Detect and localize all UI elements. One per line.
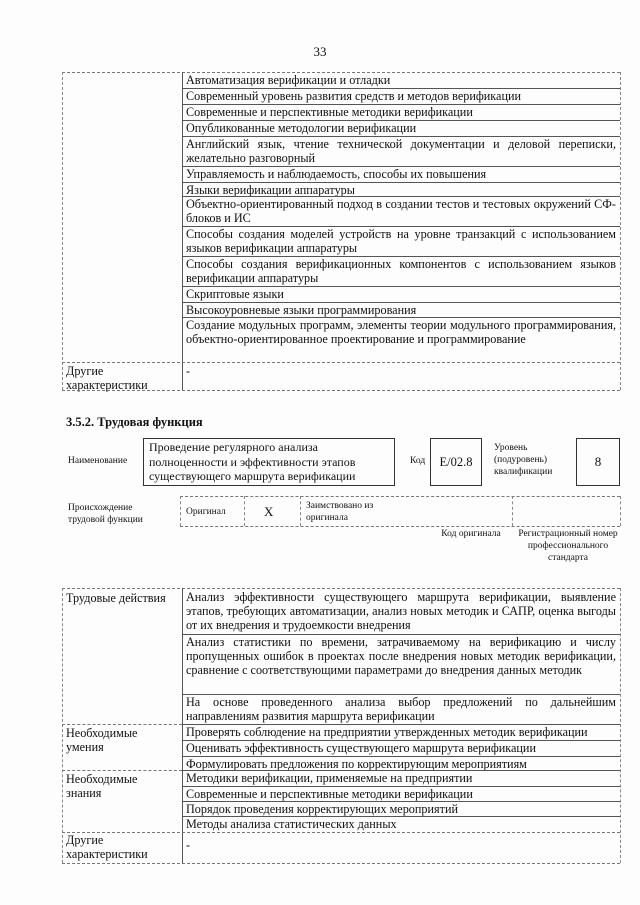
page-number: 33 [313, 44, 327, 59]
knowledge-item: Методики верификации, применяемые на предприятии [186, 771, 473, 785]
original-mark: X [264, 504, 274, 519]
knowledge-item: Английский язык, чтение технической документации и деловой переписки, желательно разговорный [186, 137, 616, 165]
knowledge-item: Способы создания моделей устройств на уровне транзакций с использованием языков верификации аппаратуры [186, 227, 616, 255]
other-characteristics-label: Другие характеристики [66, 833, 148, 861]
table-border [620, 72, 621, 390]
level-box [576, 438, 620, 486]
table-border [62, 863, 620, 864]
action-item: Анализ статистики по времени, затрачиваемому на верификацию и числу пропущенных ошибок в проектах после внедрения новых методик верификации, сравнение с соответствующими параметрами до внедрения данных методик [186, 635, 616, 677]
origin-border [180, 526, 620, 527]
knowledge-item: Опубликованные методологии верификации [186, 121, 417, 135]
function-name: Проведение регулярного анализа полноценности и эффективности этапов существующего маршрута верификации [149, 440, 356, 483]
original-label: Оригинал [186, 507, 226, 517]
knowledge-item: Методы анализа статистических данных [186, 817, 397, 831]
knowledge-item: Создание модульных программ, элементы теории модульного программирования, объектно-ориентированное проектирование и программирование [186, 318, 616, 346]
knowledge-item: Объектно-ориентированный подход в создании тестов и тестовых окружений СФ-блоков и ИС [186, 197, 616, 225]
knowledge-item: Высокоуровневые языки программирования [186, 303, 417, 317]
table-border [62, 588, 620, 589]
code-box [430, 438, 482, 486]
code-caption: Код оригинала [441, 529, 501, 539]
knowledge-item: Способы создания верификационных компонентов с использованием языков верификации аппаратуры [186, 257, 616, 285]
knowledge-item: Порядок проведения корректирующих мероприятий [186, 802, 459, 816]
level-label: Уровень (подуровень) квалификации [494, 443, 553, 477]
knowledge-item: Автоматизация верификации и отладки [186, 73, 391, 87]
borrowed-label: Заимствовано из оригинала [306, 501, 374, 523]
name-label: Наименование [68, 456, 128, 466]
action-item: Анализ эффективности существующего маршрута верификации, выявление этапов, требующих автоматизации, анализ новых методик и САПР, оценка выгоды от их внедрения и трудоемкости внедрения [186, 590, 616, 632]
column-divider [182, 588, 183, 863]
knowledge-item: Современные и перспективные методики верификации [186, 787, 473, 801]
knowledge-item: Языки верификации аппаратуры [186, 183, 355, 197]
skill-item: Формулировать предложения по корректирующим мероприятиям [186, 757, 527, 771]
actions-label: Трудовые действия [66, 591, 166, 605]
skill-item: Оценивать эффективность существующего маршрута верификации [186, 741, 536, 755]
knowledge-label: Необходимые знания [66, 772, 138, 800]
action-item: На основе проведенного анализа выбор предложений по дальнейшим направлениям развития маршрута верификации [186, 695, 616, 723]
function-code: E/02.8 [439, 455, 473, 469]
knowledge-item: Современные и перспективные методики верификации [186, 105, 473, 119]
code-label: Код [410, 456, 426, 466]
skill-item: Проверять соблюдение на предприятии утвержденных методик верификации [186, 725, 588, 739]
knowledge-item: Современный уровень развития средств и методов верификации [186, 89, 522, 103]
other-characteristics-value: - [186, 838, 191, 852]
table-border [62, 72, 63, 390]
knowledge-item: Управляемость и наблюдаемость, способы их повышения [186, 167, 487, 181]
other-characteristics-label: Другие характеристики [66, 364, 148, 392]
skills-label: Необходимые умения [66, 726, 138, 754]
name-box [143, 438, 395, 486]
regnum-caption: Регистрационный номер профессионального стандарта [518, 529, 618, 563]
origin-label: Происхождение трудовой функции [68, 503, 143, 525]
origin-border [180, 496, 620, 497]
qualification-level: 8 [594, 454, 602, 469]
row-divider [62, 362, 620, 363]
knowledge-item: Скриптовые языки [186, 287, 284, 301]
table-border [62, 390, 620, 391]
section-title: 3.5.2. Трудовая функция [66, 415, 203, 429]
other-characteristics-value: - [186, 364, 191, 378]
